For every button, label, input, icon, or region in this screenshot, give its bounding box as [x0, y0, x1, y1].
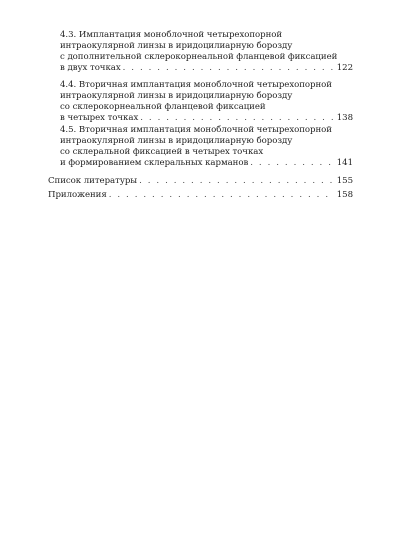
toc-entry-last-line	[60, 158, 353, 169]
toc-entry-text: в двух точках	[60, 63, 121, 73]
toc-entry-line: 4.3. Имплантация моноблочной четырехопорной	[60, 30, 283, 40]
toc-page-number: 141	[336, 158, 353, 168]
toc-entry-last-line	[48, 190, 353, 201]
toc-entry-line: с дополнительной склерокорнеальной фланцевой фиксацией	[60, 52, 338, 62]
toc-entry-line: интраокулярной линзы в иридоцилиарную борозду	[60, 91, 293, 101]
dot-leader	[123, 63, 334, 74]
toc-page-number: 138	[336, 113, 353, 123]
toc-entry-line: 4.5. Вторичная имплантация моноблочной четырехопорной	[60, 125, 332, 135]
toc-entry-text: Приложения	[48, 190, 107, 200]
toc-entry-last-line	[60, 63, 353, 74]
toc-entry-text: и формированием склеральных карманов	[60, 158, 249, 168]
toc-entry-text: Список литературы	[48, 176, 138, 186]
dot-leader	[109, 190, 334, 201]
toc-entry-line: со склерокорнеальной фланцевой фиксацией	[60, 102, 266, 112]
dot-leader	[140, 113, 333, 124]
dot-leader	[139, 176, 334, 187]
toc-entry-line: интраокулярной линзы в иридоцилиарную борозду	[60, 41, 293, 51]
toc-entry-line: интраокулярной линзы в иридоцилиарную борозду	[60, 136, 293, 146]
toc-page-number: 155	[336, 176, 353, 186]
toc-entry-last-line	[48, 176, 353, 187]
toc-entry-line: со склеральной фиксацией в четырех точках	[60, 147, 264, 157]
toc-page-number: 158	[336, 190, 353, 200]
toc-entry-line: 4.4. Вторичная имплантация моноблочной четырехопорной	[60, 80, 332, 90]
toc-entry-last-line	[60, 113, 353, 124]
toc-entry-text: в четырех точках	[60, 113, 139, 123]
toc-page-number: 122	[336, 63, 353, 73]
dot-leader	[250, 158, 333, 169]
